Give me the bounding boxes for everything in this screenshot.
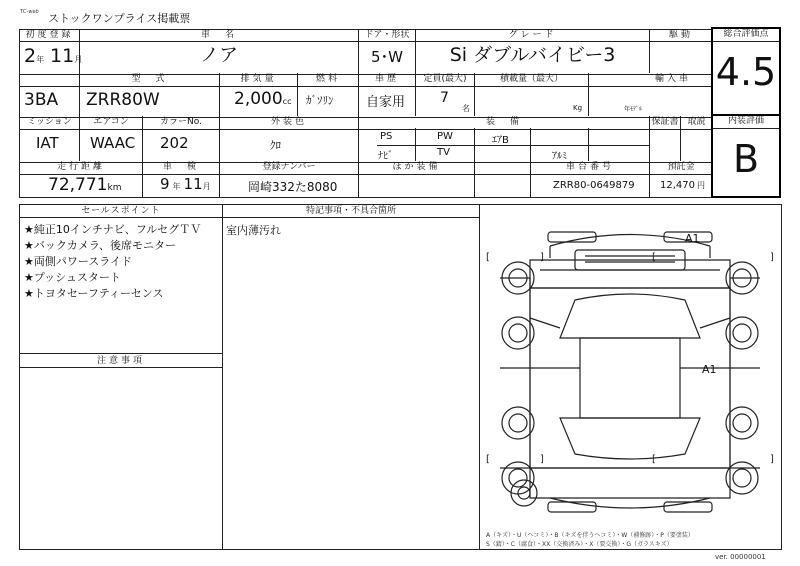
chassis: ZRR80-0649879 <box>553 180 635 191</box>
mission-label: ミッション <box>27 117 72 127</box>
first-reg-label: 初度登録 <box>25 30 74 40</box>
capacity-unit: 名 <box>462 104 470 113</box>
displacement-label: 排気量 <box>240 74 277 84</box>
interior-rating-label: 内装評価 <box>713 116 779 129</box>
grade: Si ダブルバイビー3 <box>449 44 616 66</box>
fuel: ｶﾞｿﾘﾝ <box>306 94 334 107</box>
interior-rating: B <box>732 137 760 181</box>
first-reg-year: 2年 <box>24 45 45 67</box>
first-reg-month: 11月 <box>50 45 83 67</box>
notes-label: 特記事項・不具合箇所 <box>305 206 396 216</box>
bracket-left-bottom2: [ <box>652 454 656 465</box>
sales-points-list <box>24 222 201 302</box>
exterior-color: ｸﾛ <box>270 139 281 152</box>
model-prefix: 3BA <box>24 90 59 110</box>
drive-label: 駆動 <box>668 30 693 40</box>
capacity-label: 定員(最大) <box>423 74 467 84</box>
list-item: ★両側パワースライド <box>24 255 132 268</box>
mission: IAT <box>36 134 59 152</box>
list-item: ★トヨタセーフティーセンス <box>24 287 164 300</box>
bracket-left-bottom: [ <box>486 454 490 465</box>
bracket-right-top2: ] <box>770 252 774 263</box>
legend-line-2: S（錆）・C（腐食）・XX（交換済み）・X（要交換）・G（ガラスキズ） <box>486 541 673 548</box>
manual-label: 取説 <box>687 117 706 127</box>
list-item: ★純正10インチナビ、フルセグＴＶ <box>24 223 202 236</box>
history-label: 車歴 <box>374 74 399 84</box>
interior-rating-box <box>711 114 781 198</box>
list-item: ★バックカメラ、後席モニター <box>24 239 176 252</box>
page-title: ストックワンプライス掲載票 <box>48 12 191 25</box>
list-item: ★プッシュスタート <box>24 271 121 284</box>
grade-label: グレード <box>508 30 557 40</box>
plate: 岡崎332た8080 <box>248 180 338 194</box>
aircon: WAAC <box>90 134 136 152</box>
plate-label: 登録ナンバー <box>262 162 316 172</box>
recycle-label: 預託金 <box>667 162 695 172</box>
recycle: 12,470 円 <box>660 180 705 191</box>
history: 自家用 <box>366 95 406 110</box>
logo: TC-web <box>20 9 39 15</box>
legend-line-1: A（キズ）・U（ヘコミ）・B（キズを伴うヘコミ）・W（補修跡）・P（要塗装） <box>486 532 694 539</box>
bracket-left-top2: [ <box>652 252 656 263</box>
version: ver. 00000001 <box>715 553 766 561</box>
mileage-label: 走行距離 <box>56 162 105 172</box>
damage-mark-front: A1 <box>685 232 700 245</box>
import-year: 年ﾓﾃﾞﾙ <box>624 106 643 113</box>
capacity: 7 <box>440 90 449 106</box>
equip-pw: PW <box>437 131 453 142</box>
bracket-right-top: ] <box>540 252 544 263</box>
bracket-right-bottom: ] <box>540 454 544 465</box>
cautions-label: 注意事項 <box>96 356 145 366</box>
model-label: 型 式 <box>131 74 168 84</box>
inspection: 9 年 11月 <box>160 175 211 193</box>
overall-rating-label: 総合評価点 <box>713 29 779 42</box>
overall-rating: 4.5 <box>715 50 777 94</box>
equip-navi: ﾅﾋﾞ <box>378 151 393 162</box>
car-damage-diagram <box>480 218 781 528</box>
bracket-left-top: [ <box>486 252 490 263</box>
equipment-label: 装 備 <box>485 117 522 127</box>
mileage: 72,771km <box>48 175 122 195</box>
color-no-label: カラーNo. <box>160 117 202 127</box>
warranty-label: 保証書 <box>651 117 679 127</box>
fuel-label: 燃料 <box>315 74 340 84</box>
chassis-label: 車台番号 <box>565 162 614 172</box>
door-label: ドア・形状 <box>364 30 410 40</box>
overall-rating-box <box>711 27 781 116</box>
color-no: 202 <box>160 134 189 152</box>
model-code: ZRR80W <box>86 90 160 110</box>
equip-alumi: ｱﾙﾐ <box>552 151 567 162</box>
car-name-label: 車 名 <box>200 30 237 40</box>
load-label: 積載量（最大） <box>499 74 563 84</box>
exterior-label: 外装色 <box>270 117 307 127</box>
damage-mark-side: A1 <box>702 363 717 376</box>
equip-ps: PS <box>380 131 393 142</box>
equip-tv: TV <box>437 147 450 158</box>
other-equip-label: ほか装備 <box>392 162 441 172</box>
displacement: 2,000cc <box>234 89 292 109</box>
door-shape: 5･W <box>371 48 403 66</box>
bracket-right-bottom2: ] <box>770 454 774 465</box>
notes-text: 室内薄汚れ <box>226 224 281 237</box>
sales-points-label: セールスポイント <box>81 206 161 216</box>
aircon-label: エアコン <box>93 117 129 127</box>
load-unit: Kg <box>573 104 583 112</box>
inspection-label: 車 検 <box>162 162 199 172</box>
car-name: ノア <box>199 44 238 66</box>
import-label: 輸入車 <box>654 74 691 84</box>
equip-airbag: ｴｱB <box>492 135 509 146</box>
